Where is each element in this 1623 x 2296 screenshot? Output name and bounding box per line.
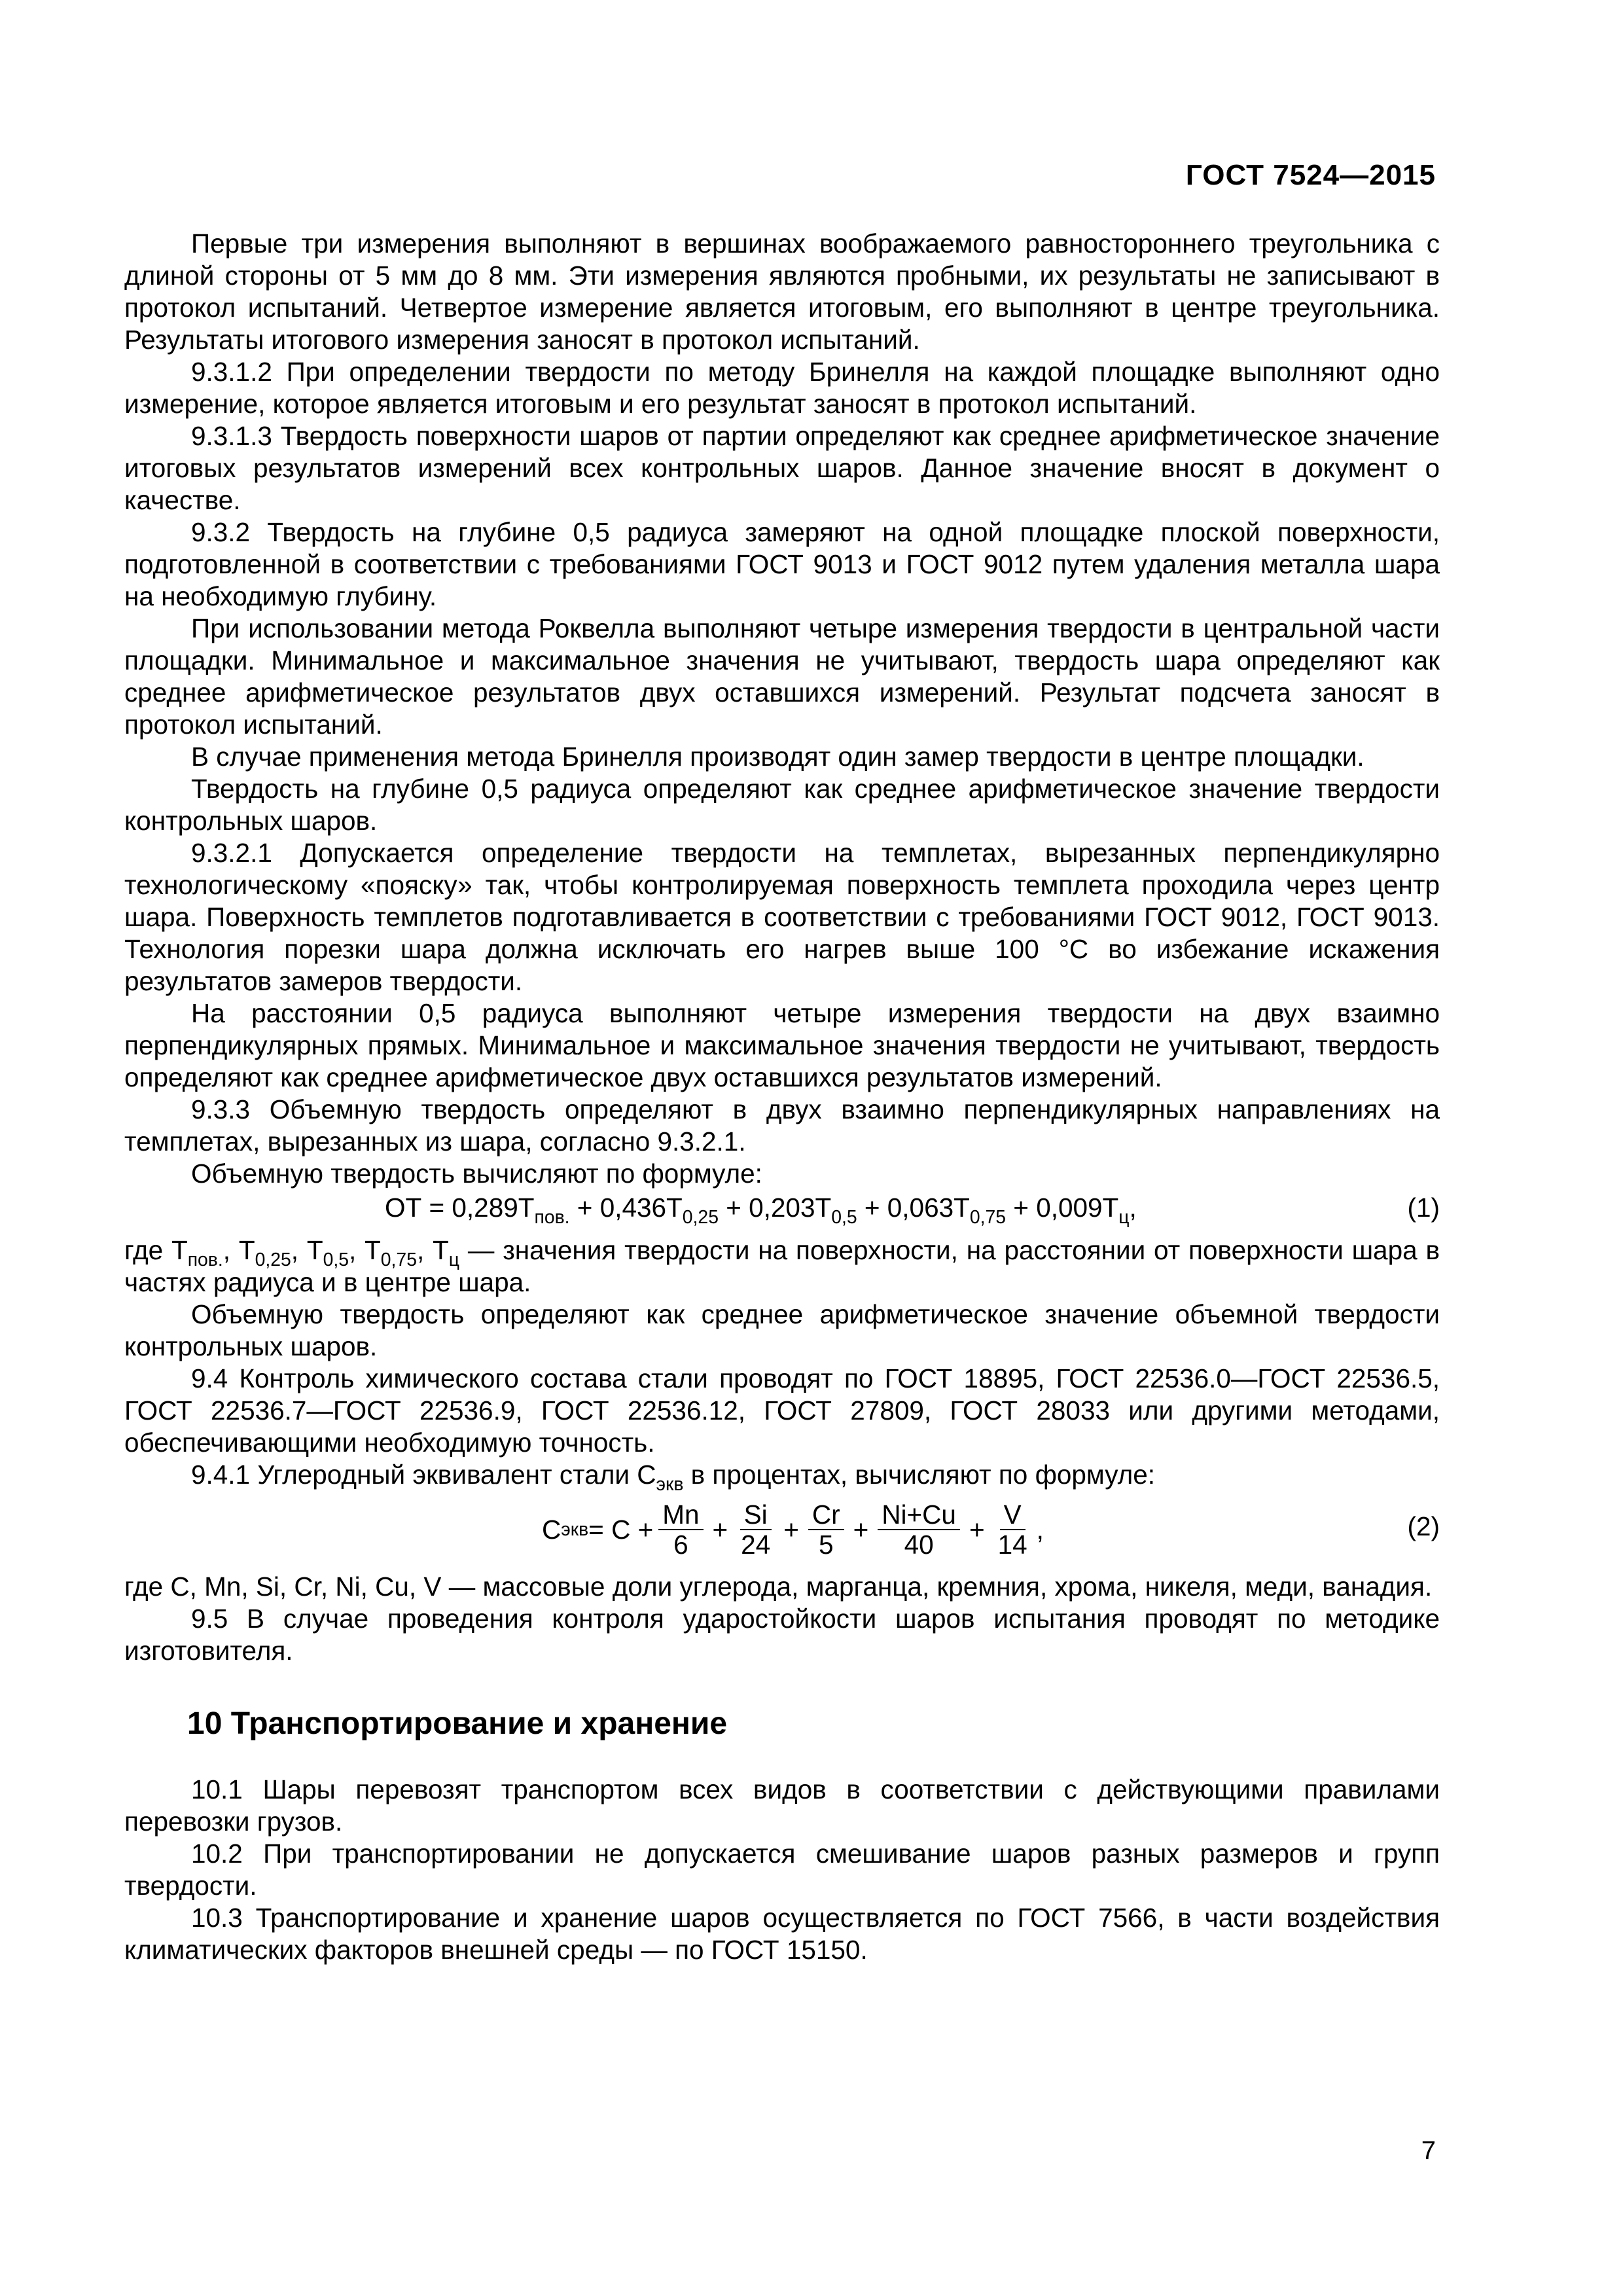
paragraph-9-4-1: 9.4.1 Углеродный эквивалент стали $С_{экв}$ в процентах, вычисляют по формуле: <box>191 1460 1156 1495</box>
formula-2-number: (2) <box>1407 1511 1440 1541</box>
document-standard-header: ГОСТ 7524—2015 <box>1185 159 1436 191</box>
formula-1-number: (1) <box>1407 1193 1440 1223</box>
paragraph-10-1: 10.1 Шары перевозят транспортом всех видов в соответствии с действующими правилами перевозки грузов. <box>124 1774 1440 1837</box>
paragraph-half-radius: На расстоянии 0,5 радиуса выполняют четыре измерения твердости на двух взаимно перпендикулярных прямых. Минимальное и максимальное значения твердости не учитывают, твердость определяют как среднее арифметическое двух оставшихся результатов измерений. <box>124 998 1440 1092</box>
fraction-cr: $\frac{Cr}{5}$ <box>808 1500 844 1559</box>
paragraph-9-5: 9.5 В случае проведения контроля ударостойкости шаров испытания проводят по методике изготовителя. <box>124 1604 1440 1666</box>
fraction-mn: $\frac{Mn}{6}$ <box>658 1500 703 1559</box>
fraction-ni-cu: $\frac{Ni+Cu}{40}$ <box>878 1500 960 1559</box>
paragraph-10-2: 10.2 При транспортировании не допускается смешивание шаров разных размеров и групп твердости. <box>124 1839 1440 1901</box>
paragraph-9-3-2-1: 9.3.2.1 Допускается определение твердости на темплетах, вырезанных перпендикулярно технологическому «пояску» так, чтобы контролируемая поверхность темплета проходила через центр шара. Поверхность темплетов подготавливается в соответствии с требованиями ГОСТ 9012, ГОСТ 9013. Технология порезки шара должна исключать его нагрев выше 100 °С во избежание искажения результатов замеров твердости. <box>124 838 1440 996</box>
paragraph-9-3-3: 9.3.3 Объемную твердость определяют в двух взаимно перпендикулярных направлениях на темплетах, вырезанных из шара, согласно 9.3.2.1. <box>124 1094 1440 1157</box>
paragraph-measurement-points: Первые три измерения выполняют в вершинах воображаемого равностороннего треугольника с длиной стороны от 5 мм до 8 мм. Эти измерения являются пробными, их результаты не записывают в протокол испытаний. Четвертое измерение является итоговым, его выполняют в центре треугольника. Результаты итогового измерения заносят в протокол испытаний. <box>124 228 1440 355</box>
paragraph-volume-hardness-average: Объемную твердость определяют как среднее арифметическое значение объемной твердости контрольных шаров. <box>124 1299 1440 1361</box>
paragraph-depth-hardness: Твердость на глубине 0,5 радиуса определяют как среднее арифметическое значение твердости контрольных шаров. <box>124 774 1440 836</box>
paragraph-formula-2-legend: где C, Mn, Si, Cr, Ni, Cu, V — массовые доли углерода, марганца, кремния, хрома, никеля, меди, ванадия. <box>124 1571 1433 1602</box>
fraction-v: $\frac{V}{14}$ <box>997 1499 1027 1560</box>
paragraph-formula-1-legend: где $Т_{пов.}$, $Т_{0,25}$, $Т_{0,5}$, $Т_{0,75}$, $Т_ц$ — значения твердости на поверхности, на расстоянии от поверхности шара в частях радиуса и в центре шара. <box>124 1235 1440 1297</box>
formula-1-expression: ОТ = $0,289Т_{пов.} + 0,436Т_{0,25} + 0,203Т_{0,5} + 0,063Т_{0,75} + 0,009Т_ц$, <box>385 1193 1137 1228</box>
page-number: 7 <box>1421 2136 1436 2165</box>
document-body <box>124 228 1440 1966</box>
paragraph-9-3-1-3: 9.3.1.3 Твердость поверхности шаров от партии определяют как среднее арифметическое значение итоговых результатов измерений всех контрольных шаров. Данное значение вносят в документ о качестве. <box>124 421 1440 515</box>
paragraph-brinell-method: В случае применения метода Бринелля производят один замер твердости в центре площадки. <box>191 742 1364 772</box>
formula-2-expression: С экв = C + $\frac{Mn}{6}$ + $\frac{Si}{24}$ + $\frac{Cr}{5}$ + $\frac{Ni+Cu}{40}$ + $\frac{V}{14}$ , <box>542 1499 1044 1560</box>
fraction-si: $\frac{Si}{24}$ <box>741 1499 771 1560</box>
paragraph-10-3: 10.3 Транспортирование и хранение шаров осуществляется по ГОСТ 7566, в части воздействия климатических факторов внешней среды — по ГОСТ 15150. <box>124 1903 1440 1965</box>
paragraph-9-3-2: 9.3.2 Твердость на глубине 0,5 радиуса замеряют на одной площадке плоской поверхности, подготовленной в соответствии с требованиями ГОСТ 9013 и ГОСТ 9012 путем удаления металла шара на необходимую глубину. <box>124 517 1440 611</box>
section-10-title: 10 Транспортирование и хранение <box>187 1706 728 1741</box>
paragraph-rockwell-method: При использовании метода Роквелла выполняют четыре измерения твердости в центральной части площадки. Минимальное и максимальное значения не учитывают, твердость шара определяют как среднее арифметическое результатов двух оставшихся измерений. Результат подсчета заносят в протокол испытаний. <box>124 613 1440 740</box>
formula-carbon-equivalent <box>124 1491 1440 1568</box>
paragraph-9-4: 9.4 Контроль химического состава стали проводят по ГОСТ 18895, ГОСТ 22536.0—ГОСТ 22536.5, ГОСТ 22536.7—ГОСТ 22536.9, ГОСТ 22536.12, ГОСТ 27809, ГОСТ 28033 или другими методами, обеспечивающими необходимую точность. <box>124 1363 1440 1458</box>
paragraph-formula-intro: Объемную твердость вычисляют по формуле: <box>191 1158 762 1189</box>
formula-volume-hardness <box>124 1192 1440 1231</box>
paragraph-9-3-1-2: 9.3.1.2 При определении твердости по методу Бринелля на каждой площадке выполняют одно измерение, которое является итоговым и его результат заносят в протокол испытаний. <box>124 357 1440 419</box>
